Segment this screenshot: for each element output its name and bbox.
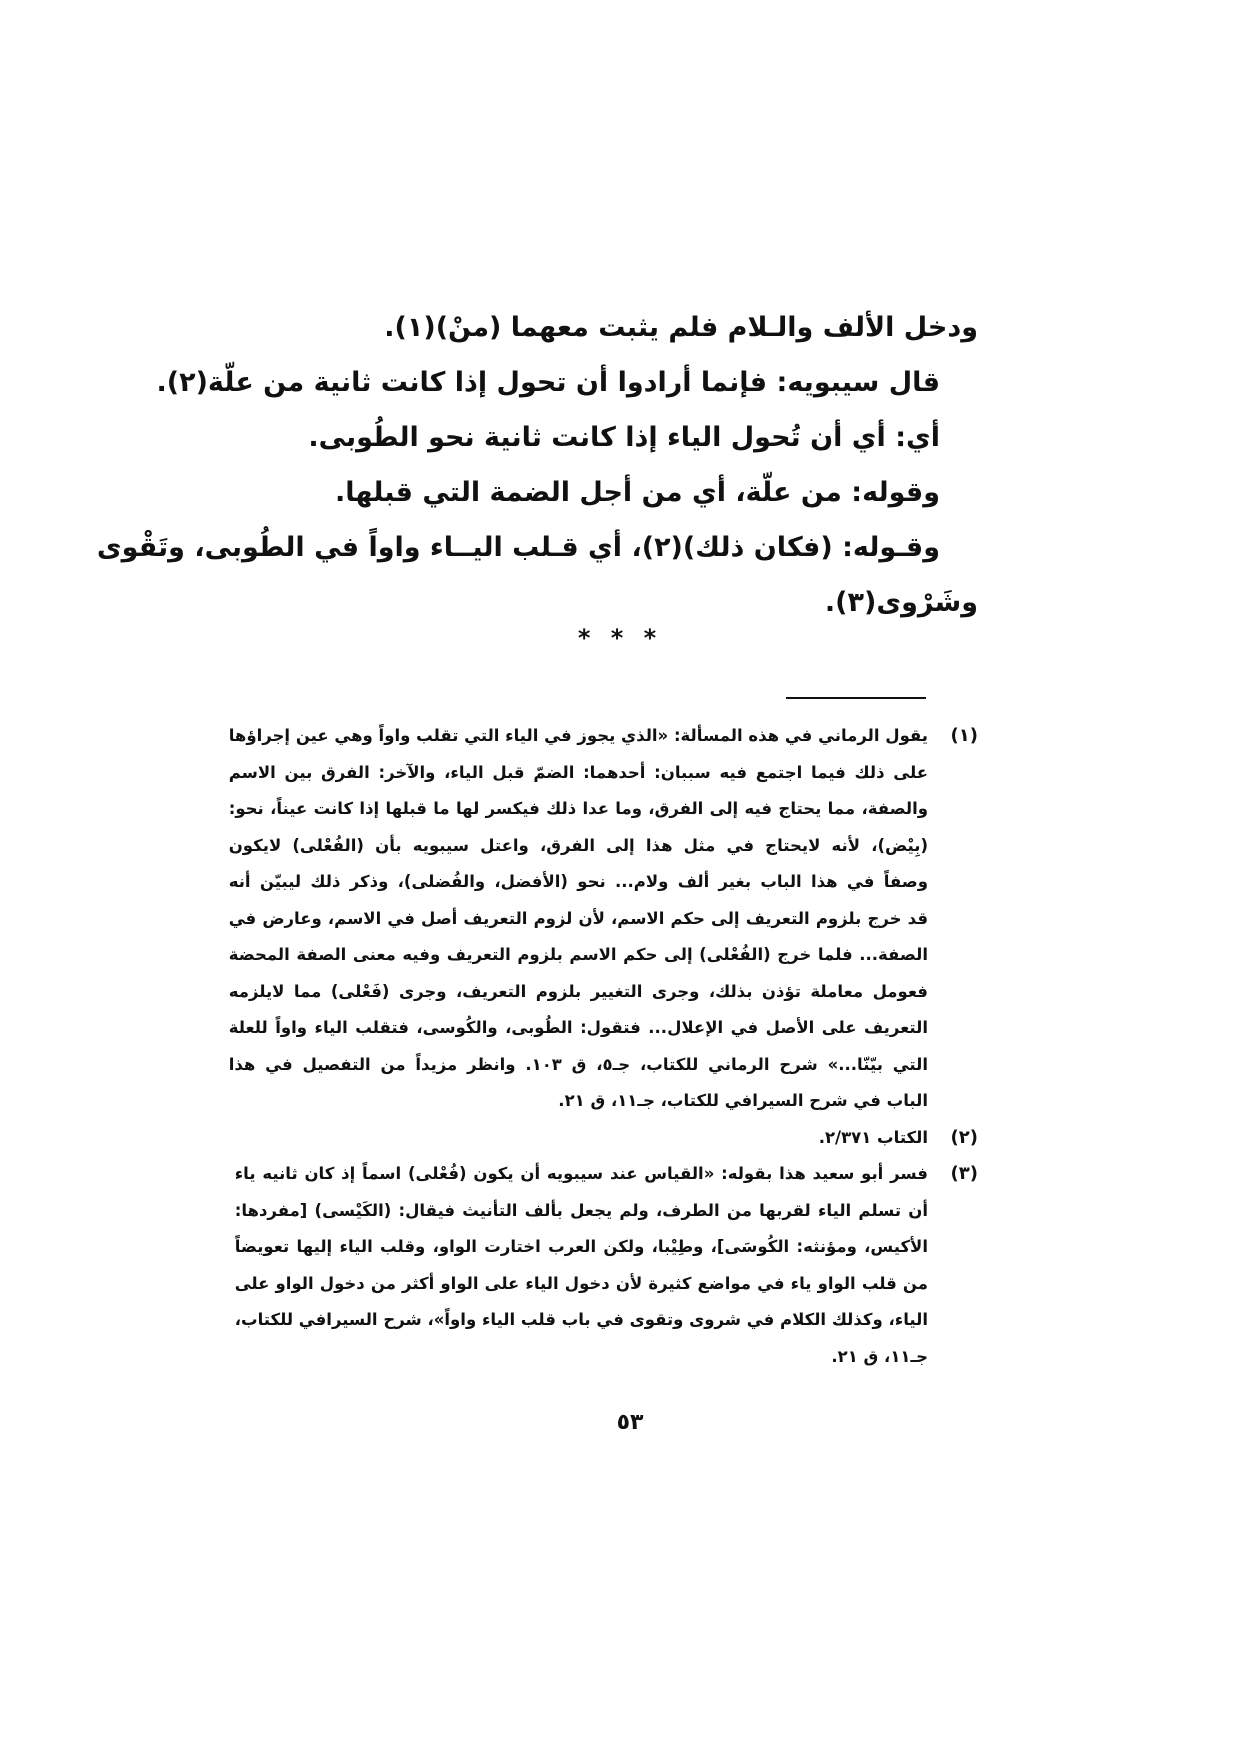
footnote-text	[229, 718, 928, 1120]
footnote-line: التعريف على الأصل في الإعلال... فتقول: الطُوبى، والكُوسى، فتقلب الياء واواً للعلة	[228, 1018, 928, 1037]
footnote-line: الباب في شرح السيرافي للكتاب، جـ١١، ق ٢١.	[558, 1091, 928, 1110]
footnote-text	[235, 1156, 928, 1375]
main-text-line: قال سيبويه: فإنما أرادوا أن تحول إذا كانت ثانية من علّة(٢).	[156, 367, 940, 398]
footnote-divider	[786, 697, 926, 699]
footnote-line: الأكيس، ومؤنثه: الكُوسَى]، وطِيْبا، ولكن العرب اختارت الواو، وقلب الياء إليها تعويضاً	[234, 1237, 928, 1256]
main-text-line: ودخل الألف والـلام فلم يثبت معهما (منْ)(١).	[384, 312, 978, 343]
footnote-line: الياء، وكذلك الكلام في شروى وتقوى في باب قلب الياء واواً»، شرح السيرافي للكتاب،	[234, 1310, 928, 1329]
main-text-line: وشَرْوى(٣).	[824, 587, 978, 618]
footnote-line: من قلب الواو ياء في مواضع كثيرة لأن دخول الياء على الواو أكثر من دخول الواو على	[234, 1273, 928, 1293]
footnote-line: والصفة، مما يحتاج فيه إلى الفرق، وما عدا ذلك فيكسر لها ما قبلها إذا كانت عيناً، نحو:	[228, 799, 928, 818]
main-text-line: أي: أي أن تُحول الياء إذا كانت ثانية نحو الطُوبى.	[308, 422, 940, 453]
footnote-text	[258, 1120, 928, 1157]
footnotes-block	[228, 718, 978, 1375]
footnote-line: أن تسلم الياء لقربها من الطرف، ولم يجعل بألف التأنيث فيقال: (الكَيْسى) [مفردها:	[234, 1200, 928, 1220]
main-text-block	[96, 300, 978, 630]
footnote-line: (بِيْض)، لأنه لايحتاج في مثل هذا إلى الفرق، واعتل سيبويه بأن (الفُعْلى) لايكون	[228, 835, 928, 855]
footnote-line: جـ١١، ق ٢١.	[831, 1346, 928, 1366]
footnote-number: (١)	[950, 725, 978, 746]
footnote-line: فسر أبو سعيد هذا بقوله: «القياس عند سيبويه أن يكون (فُعْلى) اسماً إذ كان ثانيه ياء	[234, 1164, 928, 1183]
footnote-line: قد خرج بلزوم التعريف إلى حكم الاسم، لأن لزوم التعريف أصل في الاسم، وعارض في	[228, 908, 928, 928]
footnote-line: يقول الرماني في هذه المسألة: «الذي يجوز في الياء التي تقلب واواً وهي عين إجراؤها	[228, 726, 928, 745]
footnote-number: (٢)	[950, 1126, 978, 1148]
main-text-line: وقـوله: (فكان ذلك)(٢)، أي قـلب اليــاء واواً في الطُوبى، وتَقْوى	[96, 532, 940, 563]
footnote-1	[228, 718, 978, 1120]
footnote-line: فعومل معاملة تؤذن بذلك، وجرى التغيير بلزوم التعريف، وجرى (فَعْلى) مما لايلزمه	[228, 981, 928, 1001]
footnote-3	[234, 1156, 978, 1375]
footnote-2	[258, 1120, 978, 1157]
page-number: ٥٣	[616, 1410, 644, 1435]
footnote-line: على ذلك فيما اجتمع فيه سببان: أحدهما: الضمّ قبل الياء، والآخر: الفرق بين الاسم	[228, 762, 928, 782]
footnote-line: التي بيّنّا...» شرح الرماني للكتاب، جـ٥، ق ١٠٣. وانظر مزيداً من التفصيل في هذا	[228, 1054, 928, 1074]
footnote-line: الصفة... فلما خرج (الفُعْلى) إلى حكم الاسم بلزوم التعريف وفيه معنى الصفة المحضة	[228, 945, 928, 964]
section-separator: * * *	[577, 624, 663, 652]
footnote-number: (٣)	[950, 1163, 978, 1184]
footnote-line: الكتاب ٢/٣٧١.	[818, 1127, 928, 1147]
footnote-line: وصفاً في هذا الباب بغير ألف ولام... نحو (الأفضل، والفُضلى)، وذكر ذلك ليبيّن أنه	[228, 872, 928, 891]
main-text-line: وقوله: من علّة، أي من أجل الضمة التي قبلها.	[335, 477, 940, 508]
